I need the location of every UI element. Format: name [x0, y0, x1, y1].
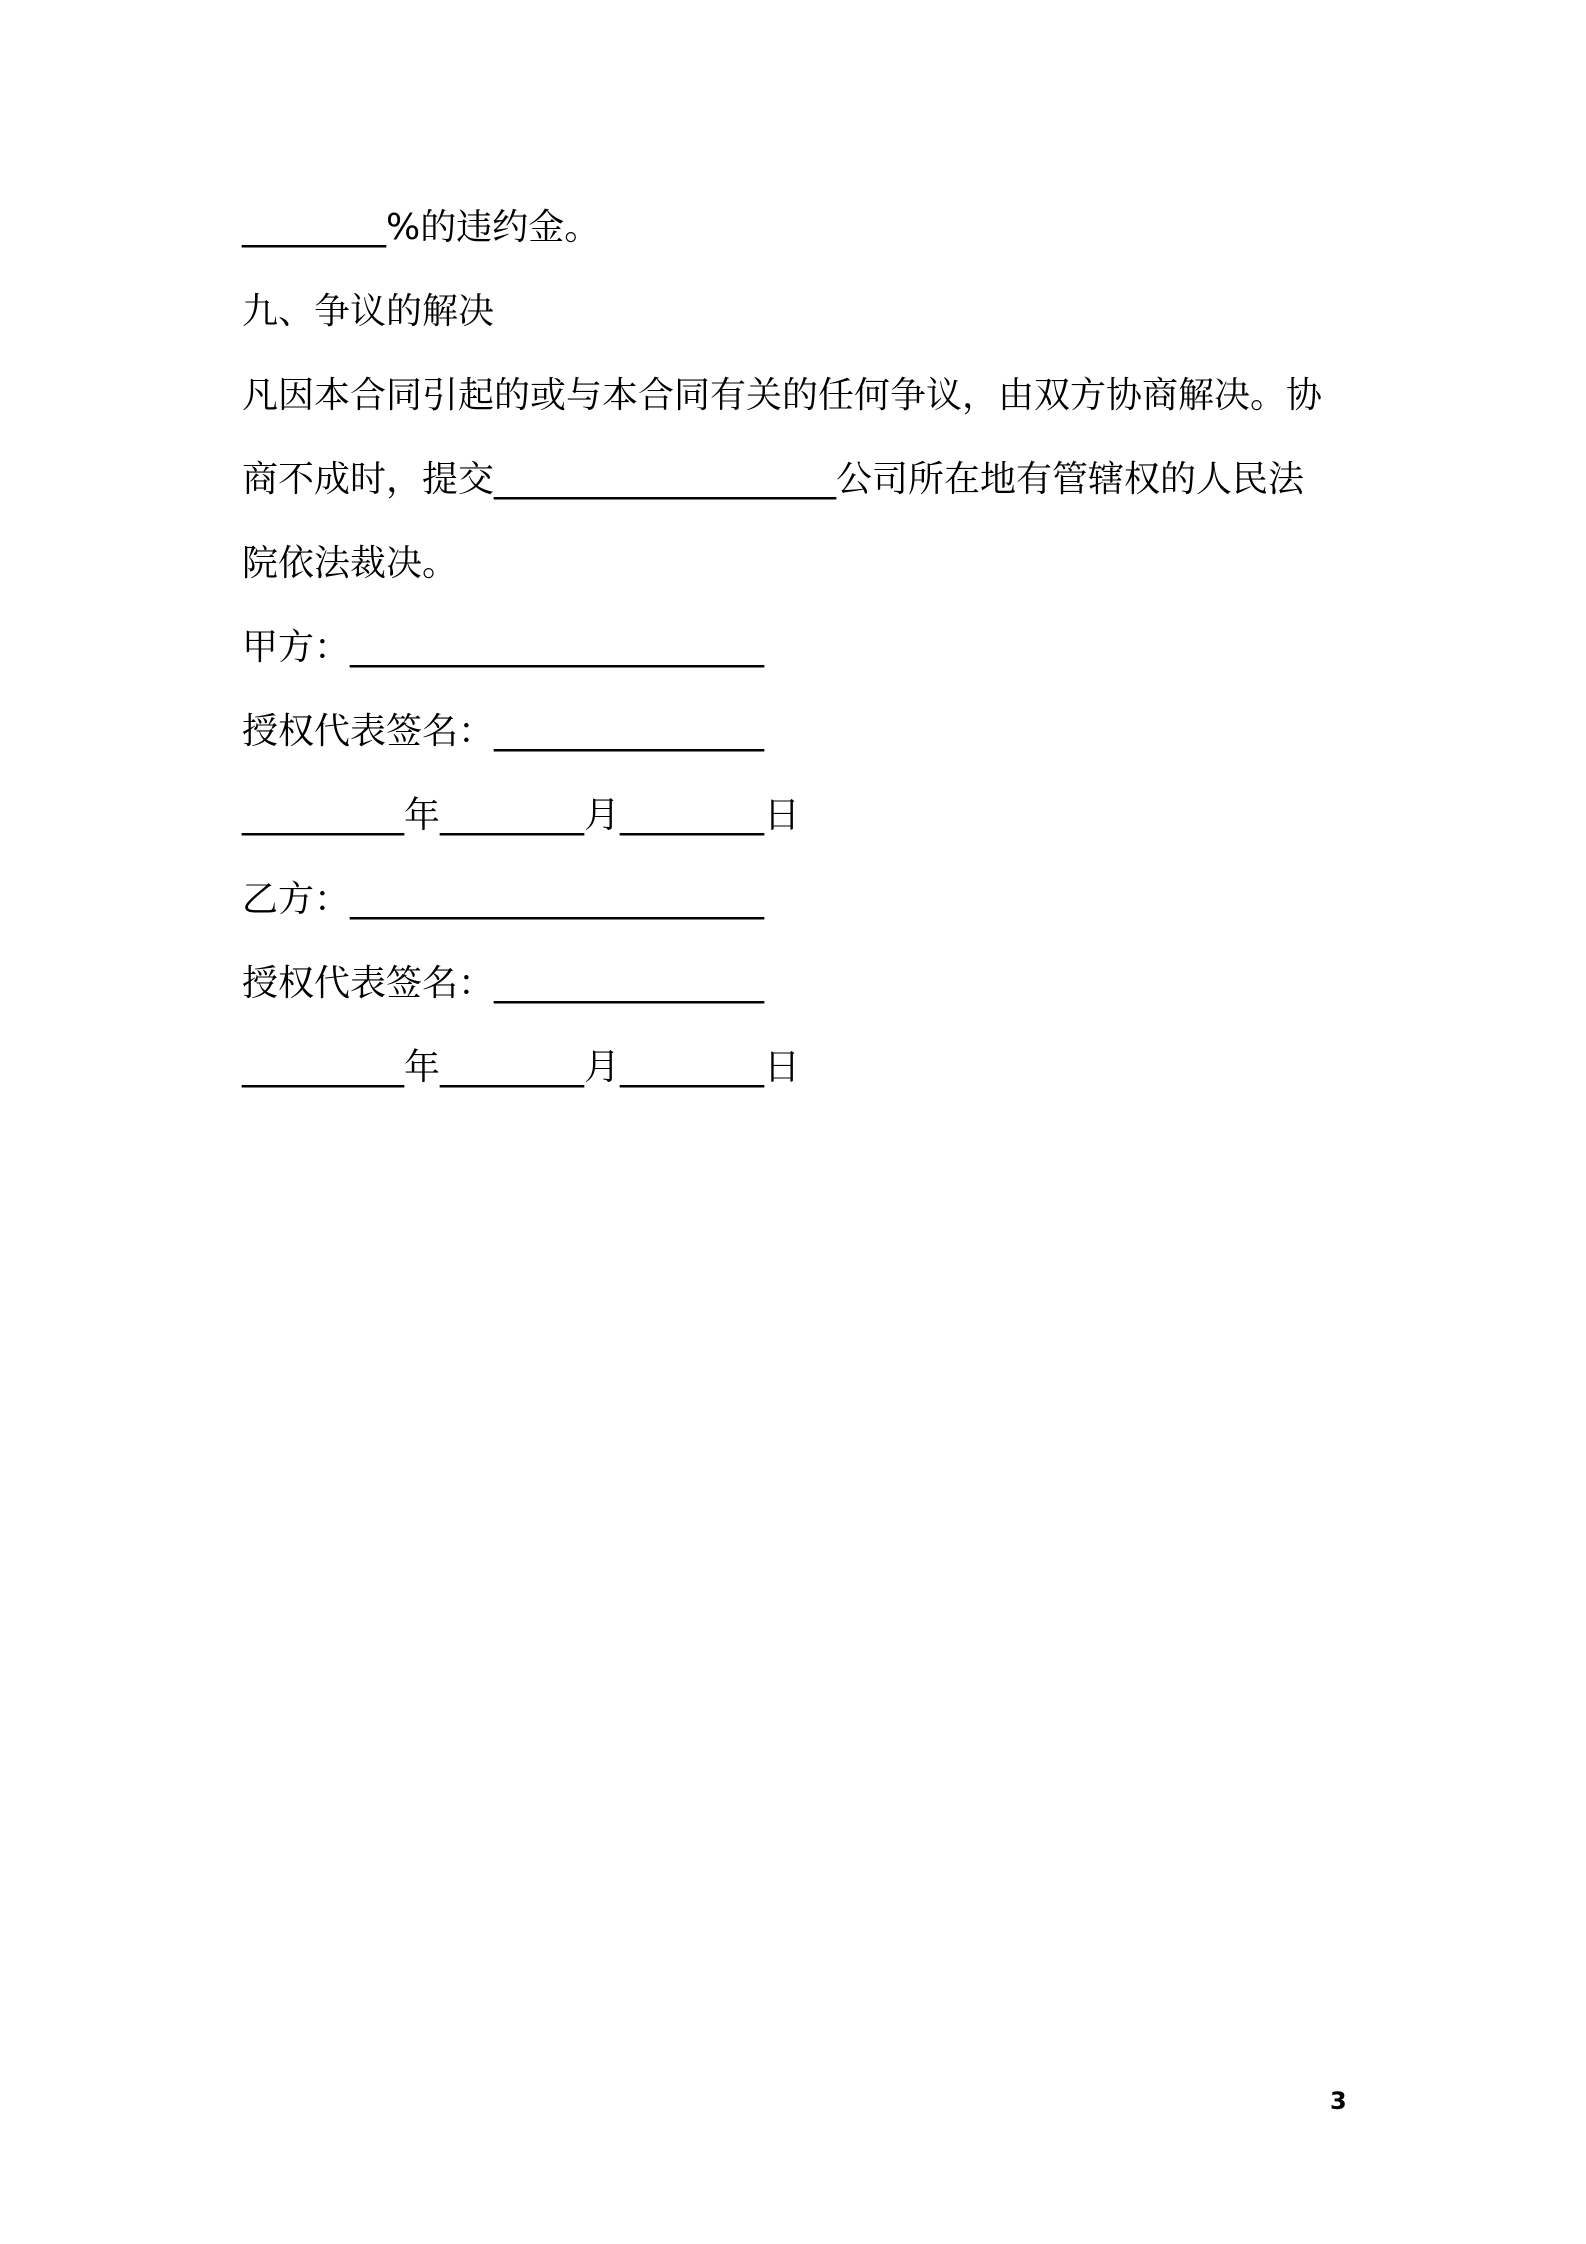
party-a-date-line: _________年________月________日 — [242, 795, 800, 836]
section-heading-dispute-resolution: 九、争议的解决 — [242, 291, 495, 332]
dispute-paragraph-line-1: 凡因本合同引起的或与本合同有关的任何争议，由双方协商解决。协 — [242, 375, 1323, 416]
page-number: 3 — [1330, 2087, 1347, 2115]
dispute-paragraph-line-3: 院依法裁决。 — [242, 543, 459, 584]
penalty-clause-line: ________%的违约金。 — [242, 207, 601, 248]
party-b-line: 乙方：_______________________ — [242, 879, 765, 920]
party-b-date-line: _________年________月________日 — [242, 1047, 800, 1088]
party-a-signature-line: 授权代表签名：_______________ — [242, 711, 765, 752]
dispute-paragraph-line-2: 商不成时，提交___________________公司所在地有管辖权的人民法 — [242, 459, 1305, 500]
party-a-line: 甲方：_______________________ — [242, 627, 765, 668]
party-b-signature-line: 授权代表签名：_______________ — [242, 963, 765, 1004]
